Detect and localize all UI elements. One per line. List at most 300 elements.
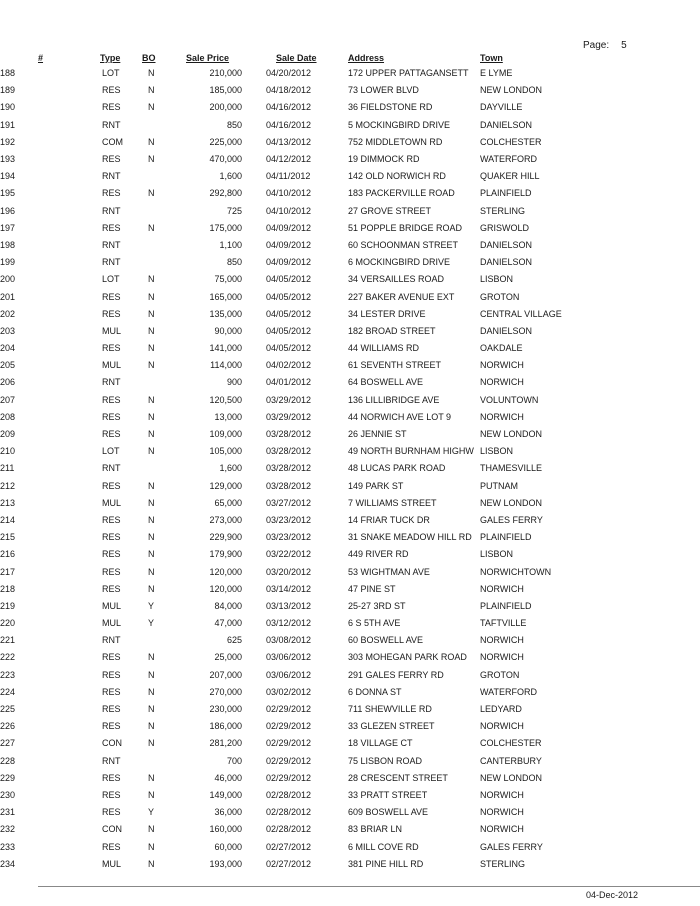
table-row <box>0 134 600 151</box>
row-sale-price: 229,900 <box>209 532 242 543</box>
row-sale-price: 25,000 <box>214 652 242 663</box>
header-bo: BO <box>142 52 156 63</box>
header-sale-price: Sale Price <box>186 52 230 63</box>
row-bo: N <box>148 704 155 715</box>
row-sale-date: 04/01/2012 <box>266 377 312 388</box>
row-bo: N <box>148 532 155 543</box>
row-type: RNT <box>102 205 121 216</box>
row-sale-date: 02/27/2012 <box>266 841 312 852</box>
page-number: 5 <box>621 40 627 51</box>
table-row <box>0 426 600 443</box>
row-type: RES <box>102 343 121 354</box>
row-town: NORWICH <box>480 360 524 371</box>
row-town: WATERFORD <box>480 686 537 697</box>
row-sale-price: 700 <box>226 755 242 766</box>
row-sale-date: 03/28/2012 <box>266 429 312 440</box>
row-type: RES <box>102 188 121 199</box>
row-address: 61 SEVENTH STREET <box>348 360 442 371</box>
row-number: 231 <box>0 807 16 818</box>
row-type: RES <box>102 669 121 680</box>
row-address: 6 DONNA ST <box>348 686 402 697</box>
row-sale-date: 02/29/2012 <box>266 772 312 783</box>
row-type: RES <box>102 583 121 594</box>
row-sale-price: 165,000 <box>209 291 242 302</box>
row-sale-price: 185,000 <box>209 85 242 96</box>
row-bo: N <box>148 102 155 113</box>
row-town: GROTON <box>480 291 520 302</box>
row-type: RES <box>102 102 121 113</box>
row-address: 83 BRIAR LN <box>348 824 403 835</box>
row-bo: N <box>148 291 155 302</box>
row-sale-date: 03/13/2012 <box>266 600 312 611</box>
row-sale-date: 02/28/2012 <box>266 789 312 800</box>
row-number: 199 <box>0 257 16 268</box>
row-sale-date: 04/10/2012 <box>266 205 312 216</box>
row-type: RNT <box>102 377 121 388</box>
row-town: NORWICH <box>480 789 524 800</box>
table-row <box>0 168 600 185</box>
row-number: 191 <box>0 119 16 130</box>
row-address: 28 CRESCENT STREET <box>348 772 448 783</box>
table-row <box>0 357 600 374</box>
row-address: 142 OLD NORWICH RD <box>348 171 446 182</box>
row-address: 291 GALES FERRY RD <box>348 669 444 680</box>
header-town: Town <box>480 52 503 63</box>
row-sale-date: 02/28/2012 <box>266 824 312 835</box>
table-row <box>0 718 600 735</box>
row-town: CANTERBURY <box>480 755 542 766</box>
table-row <box>0 598 600 615</box>
row-sale-price: 60,000 <box>214 841 242 852</box>
row-town: DANIELSON <box>480 257 533 268</box>
table-row <box>0 563 600 580</box>
row-bo: N <box>148 824 155 835</box>
row-sale-price: 1,600 <box>219 463 242 474</box>
row-town: PUTNAM <box>480 480 518 491</box>
row-town: LISBON <box>480 274 514 285</box>
table-row <box>0 460 600 477</box>
row-bo: N <box>148 583 155 594</box>
row-type: RES <box>102 721 121 732</box>
row-sale-date: 03/29/2012 <box>266 394 312 405</box>
row-bo <box>142 460 186 477</box>
row-number: 203 <box>0 325 16 336</box>
row-sale-price: 84,000 <box>214 600 242 611</box>
row-address: 381 PINE HILL RD <box>348 858 424 869</box>
row-town: COLCHESTER <box>480 738 542 749</box>
row-type: RNT <box>102 171 121 182</box>
row-sale-date: 04/10/2012 <box>266 188 312 199</box>
row-address: 36 FIELDSTONE RD <box>348 102 433 113</box>
row-sale-date: 04/05/2012 <box>266 291 312 302</box>
row-sale-price: 46,000 <box>214 772 242 783</box>
header-number: # <box>38 52 44 63</box>
row-address: 303 MOHEGAN PARK ROAD <box>348 652 467 663</box>
table-row <box>0 667 600 684</box>
row-number: 188 <box>0 68 16 79</box>
row-bo: N <box>148 652 155 663</box>
row-bo: N <box>148 497 155 508</box>
row-sale-price: 270,000 <box>209 686 242 697</box>
row-address: 609 BOSWELL AVE <box>348 807 429 818</box>
row-address: 149 PARK ST <box>348 480 404 491</box>
row-type: LOT <box>102 68 120 79</box>
row-number: 220 <box>0 618 16 629</box>
row-bo: Y <box>148 618 155 629</box>
row-number: 208 <box>0 411 16 422</box>
row-number: 234 <box>0 858 16 869</box>
row-sale-price: 1,100 <box>219 239 242 250</box>
row-town: DANIELSON <box>480 239 533 250</box>
table-row <box>0 632 600 649</box>
row-number: 198 <box>0 239 16 250</box>
row-type: LOT <box>102 274 120 285</box>
row-sale-price: 75,000 <box>214 274 242 285</box>
row-sale-price: 186,000 <box>209 721 242 732</box>
row-number: 226 <box>0 721 16 732</box>
row-sale-price: 230,000 <box>209 704 242 715</box>
row-bo: N <box>148 721 155 732</box>
row-town: STERLING <box>480 858 526 869</box>
table-row <box>0 684 600 701</box>
row-sale-date: 02/27/2012 <box>266 858 312 869</box>
row-sale-date: 03/23/2012 <box>266 532 312 543</box>
row-sale-price: 135,000 <box>209 308 242 319</box>
row-sale-date: 04/05/2012 <box>266 274 312 285</box>
table-row <box>0 787 600 804</box>
row-number: 197 <box>0 222 16 233</box>
row-number: 214 <box>0 514 16 525</box>
row-sale-price: 105,000 <box>209 446 242 457</box>
row-bo: N <box>148 669 155 680</box>
table-row <box>0 374 600 391</box>
row-number: 222 <box>0 652 16 663</box>
row-sale-date: 03/27/2012 <box>266 497 312 508</box>
row-address: 44 WILLIAMS RD <box>348 343 420 354</box>
row-address: 31 SNAKE MEADOW HILL RD <box>348 532 472 543</box>
row-bo: N <box>148 480 155 491</box>
page-indicator <box>583 40 627 51</box>
row-address: 25-27 3RD ST <box>348 600 406 611</box>
row-sale-date: 04/09/2012 <box>266 257 312 268</box>
row-address: 711 SHEWVILLE RD <box>348 704 432 715</box>
row-town: CENTRAL VILLAGE <box>480 308 562 319</box>
row-bo: N <box>148 154 155 165</box>
row-type: COM <box>102 136 123 147</box>
row-type: RNT <box>102 119 121 130</box>
table-row <box>0 856 600 873</box>
row-sale-price: 210,000 <box>209 68 242 79</box>
row-address: 227 BAKER AVENUE EXT <box>348 291 455 302</box>
row-town: NEW LONDON <box>480 497 543 508</box>
row-bo: N <box>148 188 155 199</box>
row-number: 204 <box>0 343 16 354</box>
row-sale-date: 03/28/2012 <box>266 446 312 457</box>
table-row <box>0 821 600 838</box>
row-address: 172 UPPER PATTAGANSETT <box>348 68 469 79</box>
row-bo <box>142 753 186 770</box>
row-bo <box>142 254 186 271</box>
row-number: 206 <box>0 377 16 388</box>
row-sale-date: 03/28/2012 <box>266 463 312 474</box>
row-bo <box>142 117 186 134</box>
row-number: 210 <box>0 446 16 457</box>
row-sale-price: 47,000 <box>214 618 242 629</box>
table-row <box>0 185 600 202</box>
row-number: 232 <box>0 824 16 835</box>
row-sale-date: 04/12/2012 <box>266 154 312 165</box>
row-town: COLCHESTER <box>480 136 542 147</box>
row-address: 47 PINE ST <box>348 583 396 594</box>
row-bo: N <box>148 514 155 525</box>
row-type: RES <box>102 704 121 715</box>
row-type: RES <box>102 652 121 663</box>
row-bo: N <box>148 394 155 405</box>
row-town: VOLUNTOWN <box>480 394 539 405</box>
row-sale-date: 04/16/2012 <box>266 102 312 113</box>
row-sale-price: 114,000 <box>210 360 242 371</box>
table-row <box>0 701 600 718</box>
row-bo <box>142 203 186 220</box>
row-sale-price: 129,000 <box>209 480 242 491</box>
row-address: 51 POPPLE BRIDGE ROAD <box>348 222 463 233</box>
row-address: 34 VERSAILLES ROAD <box>348 274 445 285</box>
row-sale-price: 193,000 <box>209 858 242 869</box>
row-number: 194 <box>0 171 16 182</box>
row-address: 14 FRIAR TUCK DR <box>348 514 430 525</box>
row-address: 53 WIGHTMAN AVE <box>348 566 430 577</box>
row-address: 752 MIDDLETOWN RD <box>348 136 443 147</box>
table-row <box>0 735 600 752</box>
table-row <box>0 306 600 323</box>
row-sale-price: 281,200 <box>209 738 242 749</box>
row-sale-price: 175,000 <box>209 222 242 233</box>
page-label: Page: <box>583 40 610 51</box>
row-type: MUL <box>102 360 122 371</box>
row-sale-price: 179,900 <box>209 549 242 560</box>
row-town: NORWICHTOWN <box>480 566 552 577</box>
header-address: Address <box>348 52 385 63</box>
row-sale-price: 65,000 <box>214 497 242 508</box>
row-bo: N <box>148 85 155 96</box>
table-row <box>0 409 600 426</box>
row-number: 196 <box>0 205 16 216</box>
row-type: RES <box>102 532 121 543</box>
row-address: 64 BOSWELL AVE <box>348 377 424 388</box>
header-type: Type <box>100 52 121 63</box>
row-bo: Y <box>148 807 155 818</box>
row-sale-price: 273,000 <box>209 514 242 525</box>
row-type: RNT <box>102 239 121 250</box>
row-sale-price: 90,000 <box>214 325 242 336</box>
row-number: 202 <box>0 308 16 319</box>
row-bo: N <box>148 274 155 285</box>
row-sale-price: 36,000 <box>214 807 242 818</box>
row-sale-date: 02/29/2012 <box>266 704 312 715</box>
row-bo: N <box>148 772 155 783</box>
row-sale-price: 900 <box>226 377 242 388</box>
row-town: NORWICH <box>480 652 524 663</box>
row-address: 182 BROAD STREET <box>348 325 436 336</box>
row-type: MUL <box>102 325 122 336</box>
row-type: MUL <box>102 858 122 869</box>
row-sale-price: 13,000 <box>214 411 242 422</box>
row-town: NORWICH <box>480 824 524 835</box>
row-type: RES <box>102 429 121 440</box>
row-type: RES <box>102 308 121 319</box>
row-number: 192 <box>0 136 16 147</box>
row-sale-price: 120,500 <box>209 394 242 405</box>
row-town: LISBON <box>480 446 514 457</box>
row-number: 233 <box>0 841 16 852</box>
row-type: RES <box>102 807 121 818</box>
table-row <box>0 82 600 99</box>
row-address: 48 LUCAS PARK ROAD <box>348 463 446 474</box>
table-row <box>0 581 600 598</box>
table-row <box>0 804 600 821</box>
row-sale-price: 160,000 <box>209 824 242 835</box>
table-row <box>0 99 600 116</box>
row-address: 19 DIMMOCK RD <box>348 154 420 165</box>
table-row <box>0 65 600 82</box>
row-town: LISBON <box>480 549 514 560</box>
row-type: RES <box>102 549 121 560</box>
row-number: 189 <box>0 85 16 96</box>
row-address: 60 SCHOONMAN STREET <box>348 239 459 250</box>
row-type: CON <box>102 738 122 749</box>
row-sale-price: 225,000 <box>209 136 242 147</box>
row-bo <box>142 374 186 391</box>
row-town: OAKDALE <box>480 343 523 354</box>
row-type: RNT <box>102 257 121 268</box>
row-town: NEW LONDON <box>480 429 543 440</box>
footer-divider <box>38 886 700 887</box>
row-town: PLAINFIELD <box>480 532 532 543</box>
row-sale-date: 02/29/2012 <box>266 721 312 732</box>
row-number: 195 <box>0 188 16 199</box>
row-number: 207 <box>0 394 16 405</box>
row-address: 6 MILL COVE RD <box>348 841 419 852</box>
row-town: NORWICH <box>480 377 524 388</box>
row-type: MUL <box>102 497 122 508</box>
footer-date: 04-Dec-2012 <box>586 890 639 900</box>
row-sale-date: 03/22/2012 <box>266 549 312 560</box>
row-number: 221 <box>0 635 16 646</box>
row-sale-date: 04/09/2012 <box>266 222 312 233</box>
row-sale-date: 02/29/2012 <box>266 755 312 766</box>
row-town: NORWICH <box>480 807 524 818</box>
row-number: 200 <box>0 274 16 285</box>
row-number: 212 <box>0 480 16 491</box>
row-type: LOT <box>102 446 120 457</box>
table-row <box>0 117 600 134</box>
row-address: 449 RIVER RD <box>348 549 409 560</box>
row-bo <box>142 632 186 649</box>
row-town: NORWICH <box>480 635 524 646</box>
table-row <box>0 288 600 305</box>
row-town: NORWICH <box>480 411 524 422</box>
header-sale-date: Sale Date <box>276 52 317 63</box>
row-town: NORWICH <box>480 721 524 732</box>
row-bo: N <box>148 343 155 354</box>
row-type: MUL <box>102 618 122 629</box>
row-address: 136 LILLIBRIDGE AVE <box>348 394 440 405</box>
row-bo <box>142 237 186 254</box>
row-bo: N <box>148 446 155 457</box>
row-bo <box>142 168 186 185</box>
row-address: 75 LISBON ROAD <box>348 755 423 766</box>
table-row <box>0 237 600 254</box>
table-row <box>0 495 600 512</box>
row-town: WATERFORD <box>480 154 537 165</box>
row-number: 205 <box>0 360 16 371</box>
row-sale-price: 200,000 <box>209 102 242 113</box>
row-number: 216 <box>0 549 16 560</box>
row-town: TAFTVILLE <box>480 618 527 629</box>
row-bo: N <box>148 308 155 319</box>
row-type: RES <box>102 480 121 491</box>
row-sale-price: 149,000 <box>209 789 242 800</box>
row-number: 230 <box>0 789 16 800</box>
row-sale-date: 02/28/2012 <box>266 807 312 818</box>
row-town: DANIELSON <box>480 119 533 130</box>
row-town: THAMESVILLE <box>480 463 543 474</box>
row-type: RNT <box>102 463 121 474</box>
row-town: DAYVILLE <box>480 102 523 113</box>
row-address: 18 VILLAGE CT <box>348 738 413 749</box>
row-sale-date: 03/06/2012 <box>266 669 312 680</box>
table-row <box>0 392 600 409</box>
row-town: PLAINFIELD <box>480 600 532 611</box>
row-town: NEW LONDON <box>480 772 543 783</box>
row-sale-date: 02/29/2012 <box>266 738 312 749</box>
row-bo: N <box>148 360 155 371</box>
row-sale-date: 03/29/2012 <box>266 411 312 422</box>
table-row <box>0 203 600 220</box>
row-sale-price: 141,000 <box>209 343 242 354</box>
row-sale-date: 04/18/2012 <box>266 85 312 96</box>
row-type: RES <box>102 566 121 577</box>
table-row <box>0 254 600 271</box>
row-sale-date: 04/11/2012 <box>266 171 311 182</box>
row-town: DANIELSON <box>480 325 533 336</box>
row-bo: N <box>148 738 155 749</box>
row-town: STERLING <box>480 205 526 216</box>
table-row <box>0 512 600 529</box>
row-number: 225 <box>0 704 16 715</box>
row-sale-date: 03/12/2012 <box>266 618 312 629</box>
row-number: 217 <box>0 566 16 577</box>
row-sale-date: 03/02/2012 <box>266 686 312 697</box>
row-sale-date: 03/08/2012 <box>266 635 312 646</box>
row-address: 49 NORTH BURNHAM HIGHW <box>348 446 474 457</box>
row-number: 224 <box>0 686 16 697</box>
table-header-row <box>0 51 600 65</box>
table-row <box>0 151 600 168</box>
table-row <box>0 770 600 787</box>
row-town: PLAINFIELD <box>480 188 532 199</box>
table-row <box>0 220 600 237</box>
table-row <box>0 323 600 340</box>
row-type: RES <box>102 222 121 233</box>
row-number: 229 <box>0 772 16 783</box>
row-address: 27 GROVE STREET <box>348 205 432 216</box>
row-sale-price: 109,000 <box>209 429 242 440</box>
row-sale-price: 625 <box>226 635 242 646</box>
row-number: 201 <box>0 291 16 302</box>
row-number: 213 <box>0 497 16 508</box>
row-sale-price: 1,600 <box>219 171 242 182</box>
